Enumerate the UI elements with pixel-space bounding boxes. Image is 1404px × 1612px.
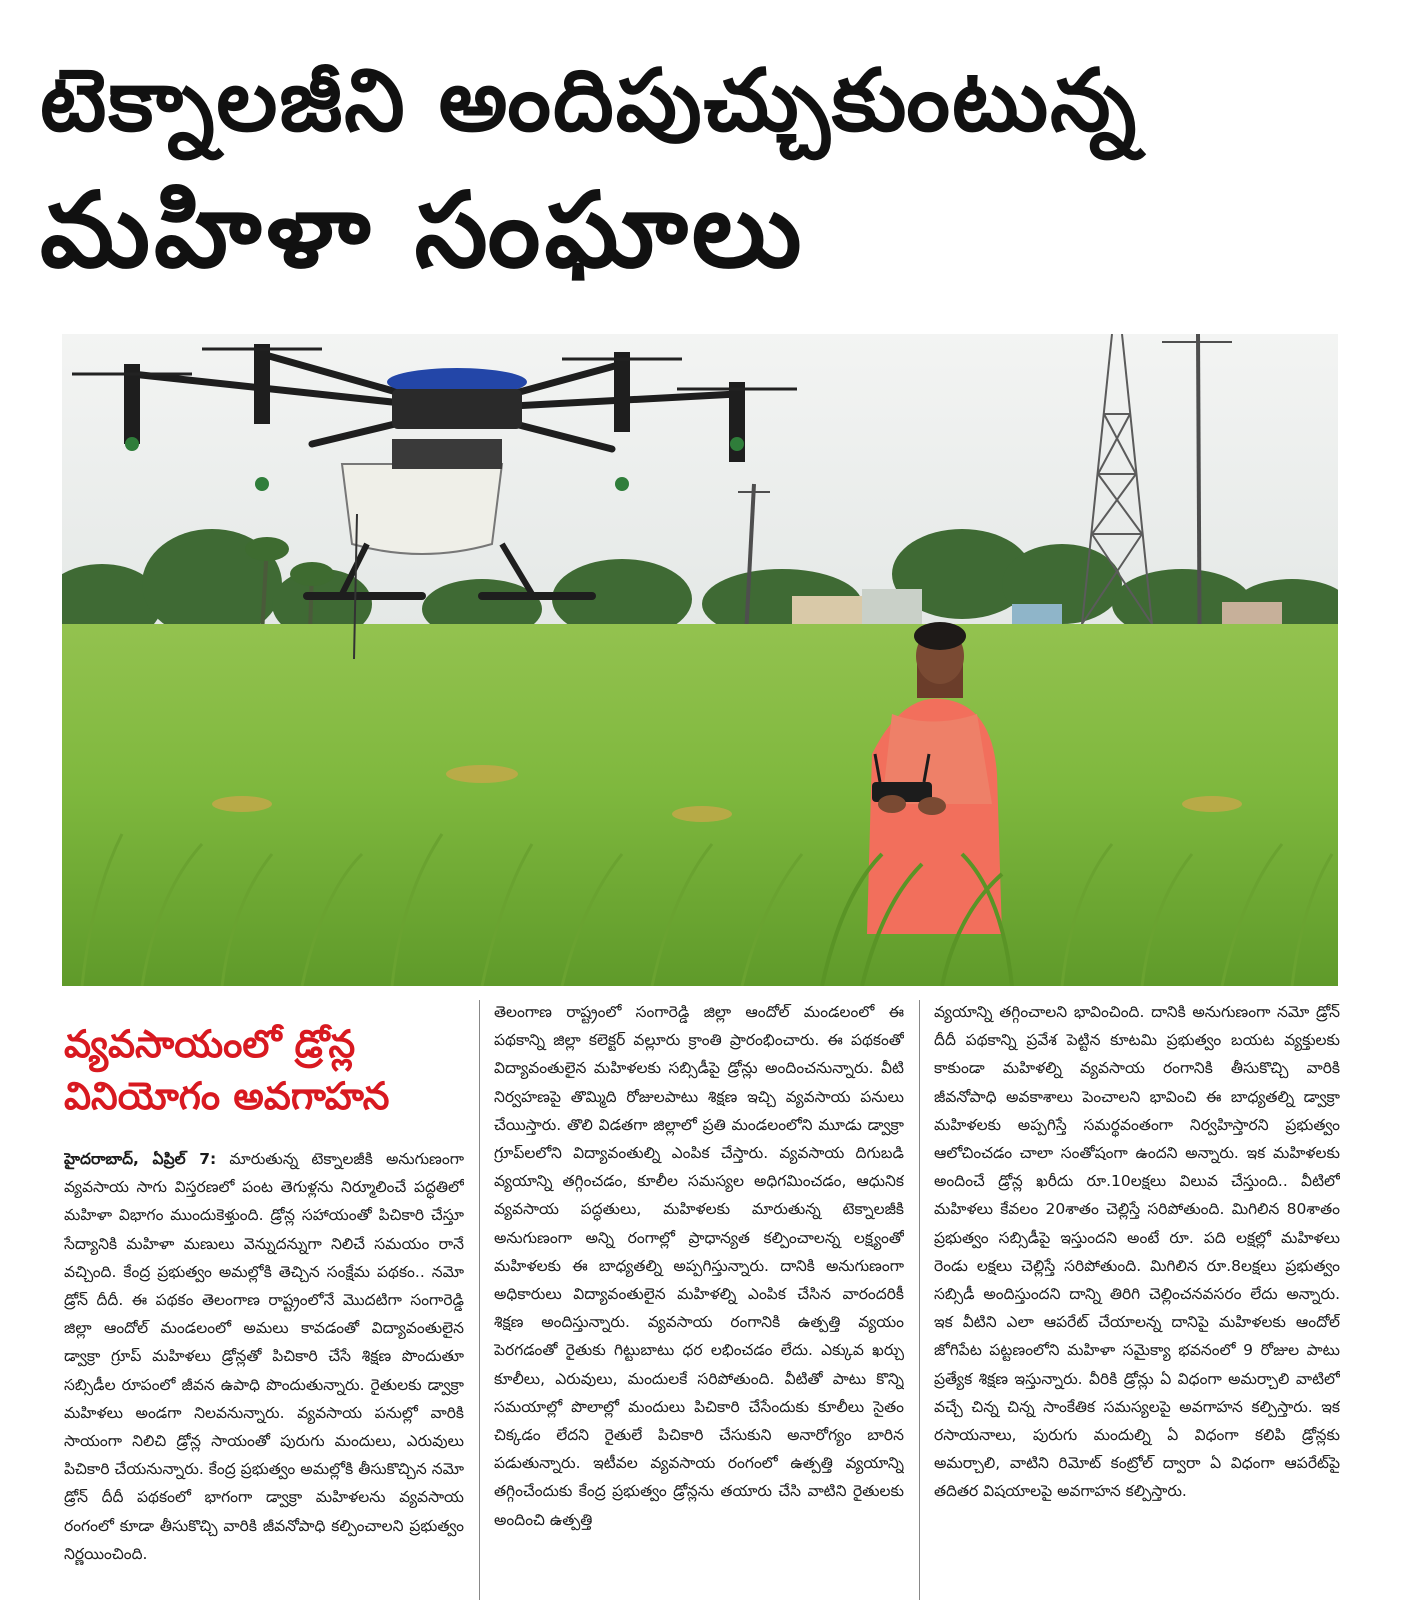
article-column-3: వ్యయాన్ని తగ్గించాలని భావించింది. దానికి అనుగుణంగా నమో డ్రోన్ దీదీ పథకాన్ని ప్రవేశ పెట్టిన కూటమి ప్రభుత్వం బయట వ్యక్తులకు కాకుండా మహిళల్ని వ్యవసాయ రంగానికి తీసుకొచ్చి వారికి జీవనోపాధి అవకాశాలు పెంచాలని భావించి ఈ బాధ్యతల్ని డ్వాక్రా మహిళలకు అప్పగిస్తే సమర్థవంతంగా నిర్వహిస్తారని ప్రభుత్వం ఆలోచించడం చాలా సంతోషంగా ఉందని అన్నారు. ఇక మహిళలకు అందించే డ్రోన్ల ఖరీదు రూ.10లక్షలు విలువ చేస్తుంది.. వీటిలో మహిళలు కేవలం 20శాతం చెల్లిస్తే సరిపోతుంది. మిగిలిన 80శాతం ప్రభుత్వం సబ్సిడీపై ఇస్తుందని అంటే రూ. పది లక్షల్లో మహిళలు రెండు లక్షలు చెల్లిస్తే సరిపోతుంది. మిగిలిన రూ.8లక్షలు ప్రభుత్వం సబ్సిడీ అందిస్తుందని దాన్ని తిరిగి చెల్లించనవసరం లేదు అన్నారు. ఇక వీటిని ఎలా ఆపరేట్ చేయాలన్న దానిపై మహిళలకు ఆందోల్ జోగిపేట పట్టణంలోని మహిళా సమైక్యా భవనంలో 9 రోజుల పాటు ప్రత్యేక శిక్షణ ఇస్తున్నారు. వీరికి డ్రోన్లు ఏ విధంగా అమర్చాలి వాటిలో వచ్చే చిన్న చిన్న సాంకేతిక సమస్యలపై అవగాహన కల్పిస్తారు. ఇక రసాయనాలు, పురుగు మందుల్ని ఏ విధంగా కలిపి డ్రోన్లకు అమర్చాలి, వాటిని రిమోట్ కంట్రోల్ ద్వారా ఏ విధంగా ఆపరేట్‌పై తదితర విషయాలపై అవగాహన కల్పిస్తారు. (934, 1003, 1340, 1501)
news-photo (62, 334, 1338, 986)
dateline: హైదరాబాద్, ఏప్రిల్ 7: (64, 1150, 217, 1168)
article-column-1 (64, 1145, 464, 1601)
headline-line-2: మహిళా సంఘాలు (40, 178, 806, 291)
sub-headline (64, 1018, 484, 1122)
sub-headline-line-2: వినియోగం అవగాహన (64, 1074, 390, 1118)
column-rule-1 (479, 1000, 480, 1600)
column-rule-2 (919, 1000, 920, 1600)
drone-field-illustration (62, 334, 1338, 986)
article-column-1-text: మారుతున్న టెక్నాలజీకి అనుగుణంగా వ్యవసాయ సాగు విస్తరణలో పంట తెగుళ్లను నిర్మూలించే పద్ధతిలో మహిళా విభాగం ముందుకెళ్తుంది. డ్రోన్ల సహాయంతో పిచికారి చేస్తూ సేద్యానికి మహిళా మణులు వెన్నుదన్నుగా నిలిచే సమయం రానే వచ్చింది. కేంద్ర ప్రభుత్వం అమల్లోకి తెచ్చిన సంక్షేమ పథకం.. నమో డ్రోన్ దీదీ. ఈ పథకం తెలంగాణ రాష్ట్రంలోనే మొదటిగా సంగారెడ్డి జిల్లా ఆందోల్ మండలంలో అమలు కావడంతో విద్యావంతులైన డ్వాక్రా గ్రూప్ మహిళలు డ్రోన్లతో పిచికారి చేసే శిక్షణ పొందుతూ సబ్సిడీల రూపంలో జీవన ఉపాధి పొందుతున్నారు. రైతులకు డ్వాక్రా మహిళలు అండగా నిలవనున్నారు. వ్యవసాయ పనుల్లో వారికి సాయంగా నిలిచి డ్రోన్ల సాయంతో పురుగు మందులు, ఎరువులు పిచికారి చేయనున్నారు. కేంద్ర ప్రభుత్వం అమల్లోకి తీసుకొచ్చిన నమో డ్రోన్ దీదీ పథకంలో భాగంగా డ్వాక్రా మహిళలను వ్యవసాయ రంగంలో కూడా తీసుకొచ్చి వారికి జీవనోపాధి కల్పించాలని ప్రభుత్వం నిర్ణయించింది. (64, 1150, 464, 1563)
headline-line-1: టెక్నాలజీని అందిపుచ్చుకుంటున్న (40, 58, 1139, 151)
sub-headline-line-1: వ్యవసాయంలో డ్రోన్ల (64, 1022, 356, 1066)
article-column-2: తెలంగాణ రాష్ట్రంలో సంగారెడ్డి జిల్లా ఆందోల్ మండలంలో ఈ పథకాన్ని జిల్లా కలెక్టర్ వల్లూరు క్రాంతి ప్రారంభించారు. ఈ పథకంతో విద్యావంతులైన మహిళలకు సబ్సిడీపై డ్రోన్లు అందించనున్నారు. వీటి నిర్వహణపై తొమ్మిది రోజులపాటు శిక్షణ ఇచ్చి వ్యవసాయ పనులు చేయిస్తారు. తొలి విడతగా జిల్లాలో ప్రతి మండలంలోని మూడు డ్వాక్రా గ్రూప్‌లలోని విద్యావంతుల్ని ఎంపిక చేస్తారు. వ్యవసాయ దిగుబడి వ్యయాన్ని తగ్గించడం, కూలీల సమస్యల అధిగమించడం, ఆధునిక వ్యవసాయ పద్ధతులు, మహిళలకు మారుతున్న టెక్నాలజీకి అనుగుణంగా అన్ని రంగాల్లో ప్రాధాన్యత కల్పించాలన్న లక్ష్యంతో మహిళలకు ఈ బాధ్యతల్ని అప్పగిస్తున్నారు. దానికి అనుగుణంగా అధికారులు విద్యావంతులైన మహిళల్ని ఎంపిక చేసిన వారందరికీ శిక్షణ అందిస్తున్నారు. వ్యవసాయ రంగానికి ఉత్పత్తి వ్యయం పెరగడంతో రైతుకు గిట్టుబాటు ధర లభించడం లేదు. ఎక్కువ ఖర్చు కూలీలు, ఎరువులు, మందులకే సరిపోతుంది. వీటితో పాటు కొన్ని సమయాల్లో పొలాల్లో మందులు పిచికారి చేసేందుకు కూలీలు సైతం చిక్కడం లేదని రైతులే పిచికారి చేసుకుని అనారోగ్యం బారిన పడుతున్నారు. ఇటీవల వ్యవసాయ రంగంలో ఉత్పత్తి వ్యయాన్ని తగ్గించేందుకు కేంద్ర ప్రభుత్వం డ్రోన్లను తయారు చేసి వాటిని రైతులకు అందించి ఉత్పత్తి (494, 1003, 904, 1529)
